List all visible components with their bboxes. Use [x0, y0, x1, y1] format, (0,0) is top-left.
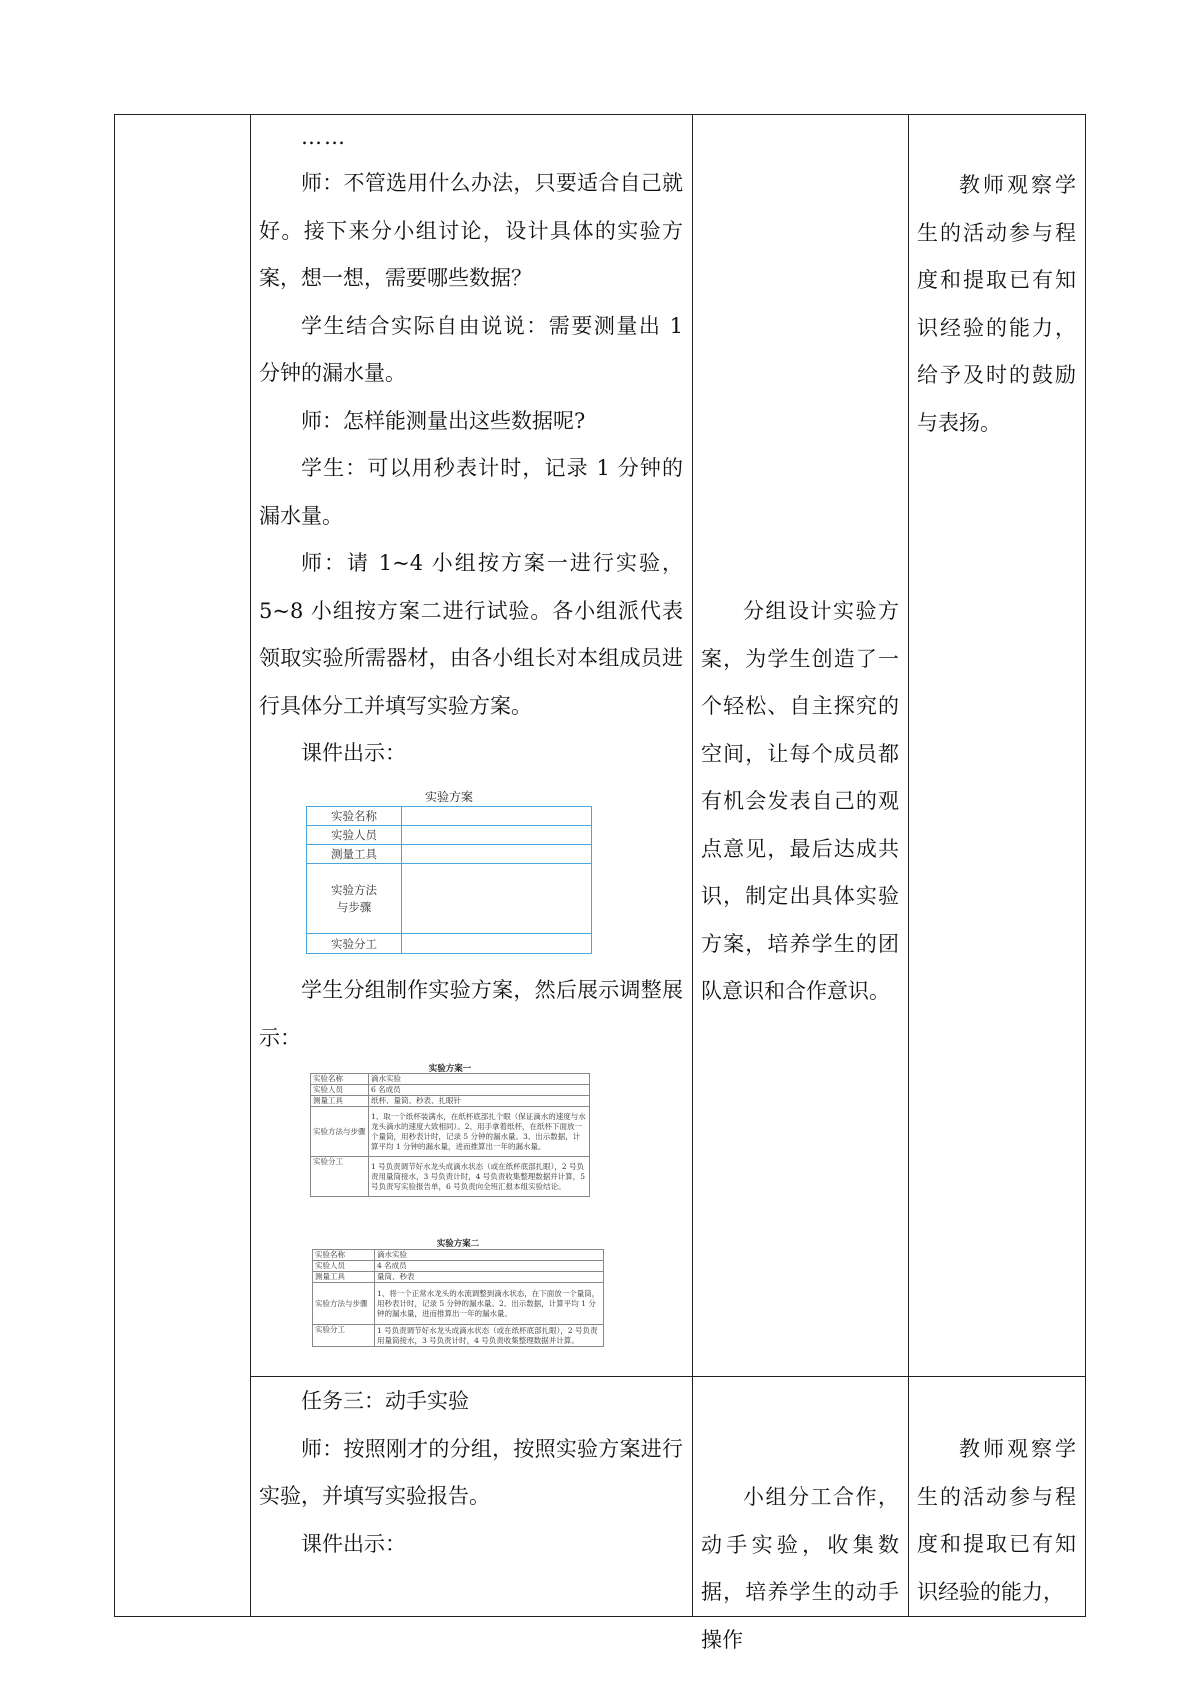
- paragraph: 师：不管选用什么办法，只要适合自己就好。接下来分小组讨论，设计具体的实验方案，想一想，需要哪些数据？: [259, 171, 683, 290]
- table-cell: 测量工具: [313, 1272, 375, 1283]
- task3-intent-note: 小组分工合作，动手实验，收集数据，培养学生的动手操作: [701, 1485, 899, 1652]
- table-cell: 滴水实验: [369, 1074, 590, 1085]
- after-plan-text: [259, 967, 683, 1062]
- table-cell: 实验分工: [313, 1325, 375, 1347]
- plan2-table: [312, 1249, 604, 1347]
- col-border-3: [908, 114, 909, 1616]
- process-text-block: [259, 114, 683, 778]
- table-cell: 纸杯、量筒、秒表、扎眼针: [369, 1096, 590, 1107]
- paragraph: 师：按照刚才的分组，按照实验方案进行实验，并填写实验报告。: [259, 1436, 683, 1508]
- table-cell: 滴水实验: [375, 1250, 604, 1261]
- evaluation-note-1: 教师观察学生的活动参与程度和提取已有知识经验的能力，给予及时的鼓励与表扬。: [917, 173, 1076, 435]
- task3-title: 任务三：动手实验: [301, 1389, 469, 1413]
- table-cell: 实验名称: [311, 1074, 369, 1085]
- task3-text-block: [259, 1378, 683, 1568]
- table-cell: 1 号负责调节好水龙头成滴水状态（或在纸杯底部扎眼），2 号负责用量筒接水，3 号负责计时，4 号负责收集整理数据并计算，5 号负责写实验报告单，6 号负责向全班汇报本组实验结论。: [369, 1157, 590, 1197]
- row-divider: [250, 1376, 1086, 1377]
- ellipsis: ……: [301, 125, 347, 149]
- table-cell: 6 名成员: [369, 1085, 590, 1096]
- design-intent-note: 分组设计实验方案，为学生创造了一个轻松、自主探究的空间，让每个成员都有机会发表自己的观点意见，最后达成共识，制定出具体实验方案，培养学生的团队意识和合作意识。: [701, 599, 899, 1003]
- table-cell: 实验人员: [311, 1085, 369, 1096]
- template-plan-title: 实验方案: [424, 790, 473, 804]
- plan1-table: [310, 1073, 590, 1197]
- plan1-title: 实验方案一: [428, 1064, 472, 1074]
- col-border-1: [250, 114, 251, 1616]
- table-cell: 测量工具: [307, 845, 402, 864]
- table-cell: 量筒、秒表: [375, 1272, 604, 1283]
- table-cell: 实验名称: [313, 1250, 375, 1261]
- paragraph: 课件出示：: [301, 1531, 406, 1556]
- evaluation-note-2: 教师观察学生的活动参与程度和提取已有知识经验的能力，: [917, 1437, 1076, 1604]
- table-cell: 实验方法与步骤: [311, 1107, 369, 1157]
- paragraph: 师：请 1~4 小组按方案一进行实验， 5~8 小组按方案二进行试验。各小组派代表领取实验所需器材，由各小组长对本组成员进行具体分工并填写实验方案。: [259, 551, 683, 718]
- table-cell: 实验名称: [307, 807, 402, 826]
- table-cell: 实验分工: [307, 934, 402, 954]
- table-cell: 实验分工: [311, 1157, 369, 1197]
- table-cell: 实验人员: [313, 1261, 375, 1272]
- paragraph: 学生：可以用秒表计时，记录 1 分钟的漏水量。: [259, 456, 683, 528]
- col-border-2: [692, 114, 693, 1616]
- table-cell: 实验方法与步骤: [307, 864, 402, 934]
- table-cell: 1 号负责调节好水龙头成滴水状态（或在纸杯底部扎眼），2 号负责用量筒接水，3 号负责计时，4 号负责收集整理数据并计算。: [375, 1325, 604, 1347]
- table-bottom-border: [114, 1616, 1086, 1617]
- col-border-0: [114, 114, 115, 1616]
- plan2-title: 实验方案二: [436, 1239, 480, 1249]
- paragraph: 学生结合实际自由说说：需要测量出 1 分钟的漏水量。: [259, 313, 683, 385]
- table-cell: 1、将一个正常水龙头的水流调整到滴水状态，在下面放一个量筒，用秒表计时，记录 5 分钟的漏水量。2、出示数据，计算平均 1 分钟的漏水量，进而推算出一年的漏水量。: [375, 1283, 604, 1325]
- table-cell: 测量工具: [311, 1096, 369, 1107]
- template-plan-table: [306, 806, 592, 954]
- paragraph: 师：怎样能测量出这些数据呢?: [301, 408, 586, 433]
- col-border-4: [1085, 114, 1086, 1616]
- table-cell: 实验方法与步骤: [313, 1283, 375, 1325]
- table-cell: 实验人员: [307, 826, 402, 845]
- paragraph: 课件出示：: [301, 741, 406, 765]
- paragraph: 学生分组制作实验方案，然后展示调整展示：: [259, 978, 683, 1050]
- table-cell: 1、取一个纸杯装满水，在纸杯底部扎个眼（保证滴水的速度与水龙头滴水的速度大致相同）。2、用手拿着纸杯，在纸杯下面放一个量筒，用秒表计时，记录 5 分钟的漏水量。3、出示数据，计算平均 1 分钟的漏水量，进而推算出一年的漏水量。: [369, 1107, 590, 1157]
- table-cell: 4 名成员: [375, 1261, 604, 1272]
